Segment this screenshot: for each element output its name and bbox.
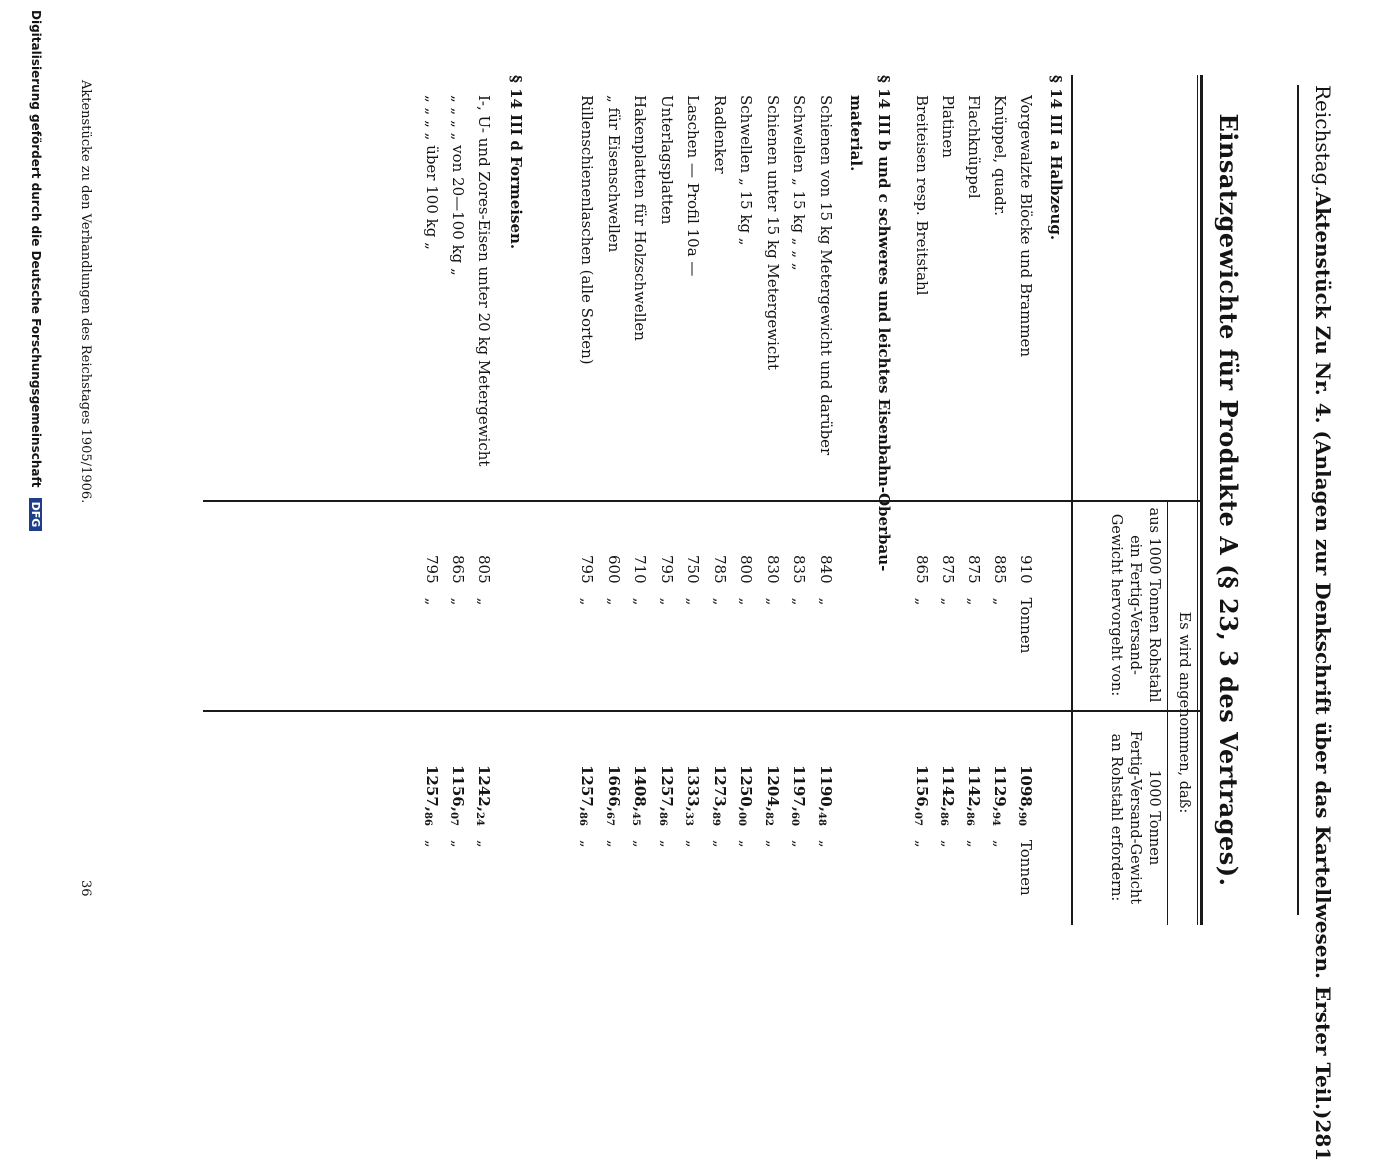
- row-label: Breiteisen resp. Breitstahl: [913, 95, 931, 296]
- credit-text: Digitalisierung gefördert durch die Deutsche Forschungsgemeinschaft: [29, 10, 43, 488]
- value-unit: „: [991, 839, 1009, 848]
- value-number: 795: [578, 555, 597, 584]
- finished-weight-value: [791, 555, 809, 605]
- value-unit: „: [475, 839, 493, 848]
- finished-weight-value: [632, 555, 650, 605]
- row-label: Flachknüppel: [965, 95, 983, 199]
- value-decimal: 67: [604, 811, 615, 826]
- value-number: 875: [939, 555, 957, 584]
- row-label: Knüppel, quadr.: [991, 95, 1009, 217]
- value-decimal: 60: [789, 811, 801, 826]
- value-unit: „: [475, 597, 493, 606]
- value-decimal: 90: [1016, 811, 1027, 826]
- finished-weight-value: [658, 555, 676, 605]
- value-decimal: 86: [657, 811, 668, 826]
- value-unit: „: [991, 597, 1009, 606]
- value-integer: 1190,: [817, 765, 835, 812]
- row-label: Schwellen „ 15 kg „ „ „: [790, 95, 809, 271]
- finished-weight-value: [579, 555, 597, 605]
- raw-steel-value: [764, 765, 782, 848]
- raw-steel-value: [817, 765, 835, 848]
- value-decimal: 86: [938, 811, 949, 826]
- value-unit: „: [631, 597, 650, 606]
- value-decimal: 48: [816, 811, 827, 826]
- finished-weight-value: [991, 555, 1009, 605]
- value-unit: „: [737, 597, 756, 606]
- value-integer: 1333,: [684, 765, 703, 812]
- section-heading-continued: material.: [847, 95, 865, 172]
- value-number: 795: [423, 555, 441, 584]
- value-number: 865: [449, 555, 467, 584]
- value-unit: „: [939, 839, 957, 848]
- value-unit: „: [790, 597, 809, 606]
- value-number: 805: [475, 555, 493, 584]
- group-header-rule: [1167, 500, 1168, 925]
- value-unit: „: [939, 597, 957, 606]
- value-unit: „: [578, 839, 597, 848]
- value-integer: 1156,: [449, 765, 467, 812]
- value-unit: „: [764, 597, 782, 606]
- value-integer: 1273,: [711, 765, 729, 812]
- row-label: „ für Eisenschwellen: [605, 95, 623, 253]
- row-label: Schwellen „ 15 kg „: [737, 95, 756, 246]
- value-unit: „: [737, 839, 756, 848]
- digitization-credit: [29, 10, 43, 531]
- value-unit: „: [711, 839, 729, 848]
- column-header-1: [1106, 500, 1163, 710]
- value-integer: 1242,: [475, 765, 493, 812]
- row-label: Schienen von 15 kg Metergewicht und darüber: [817, 95, 835, 456]
- value-number: 835: [790, 555, 809, 584]
- column-divider-1: [203, 500, 1203, 502]
- value-number: 885: [991, 555, 1009, 584]
- value-unit: „: [684, 839, 703, 848]
- running-header: [1311, 85, 1335, 1161]
- value-number: 750: [684, 555, 703, 584]
- value-unit: „: [605, 597, 623, 606]
- row-label: Laschen — Profil 10a —: [684, 95, 703, 277]
- col2-line1: 1000 Tonnen: [1146, 769, 1162, 866]
- raw-steel-value: [579, 765, 597, 848]
- raw-steel-value: [658, 765, 676, 848]
- raw-steel-value: [423, 765, 441, 848]
- value-unit: „: [449, 597, 467, 606]
- raw-steel-value: [711, 765, 729, 848]
- value-unit: „: [658, 839, 676, 848]
- page-title: Einsatzgewichte für Produkte A (§ 23, 3 des Vertrages).: [1214, 113, 1243, 887]
- value-integer: 1257,: [658, 765, 676, 812]
- value-decimal: 45: [630, 811, 642, 826]
- value-unit: „: [423, 839, 441, 848]
- raw-steel-value: [1017, 765, 1035, 896]
- value-unit: „: [913, 597, 931, 606]
- row-label: Radlenker: [711, 95, 729, 174]
- col1-line1: aus 1000 Tonnen Rohstahl: [1146, 507, 1162, 703]
- value-unit: „: [817, 597, 835, 606]
- value-number: 830: [764, 555, 782, 584]
- value-decimal: 86: [422, 811, 433, 826]
- value-unit: „: [913, 839, 931, 848]
- finished-weight-value: [605, 555, 623, 605]
- finished-weight-value: [913, 555, 931, 605]
- value-integer: 1142,: [939, 765, 957, 812]
- col1-line2: ein Fertig-Versand-: [1127, 535, 1143, 675]
- finished-weight-value: [965, 555, 983, 605]
- header-page-number: 281: [1311, 1119, 1335, 1161]
- value-unit: „: [684, 597, 703, 606]
- value-unit: „: [658, 597, 676, 606]
- raw-steel-value: [791, 765, 809, 848]
- section-heading: § 14 III a Halbzeug.: [1047, 75, 1065, 241]
- finished-weight-value: [475, 555, 493, 605]
- raw-steel-value: [913, 765, 931, 848]
- value-integer: 1250,: [737, 765, 756, 812]
- finished-weight-value: [939, 555, 957, 605]
- footer-page: 36: [78, 880, 93, 897]
- value-integer: 1156,: [913, 765, 931, 812]
- value-unit: „: [605, 839, 623, 848]
- row-label: Vorgewalzte Blöcke und Brammen: [1017, 95, 1035, 358]
- raw-steel-value: [632, 765, 650, 848]
- value-decimal: 94: [990, 811, 1001, 826]
- row-label: „ „ „ „ von 20—100 kg „: [449, 95, 467, 276]
- raw-steel-value: [939, 765, 957, 848]
- value-unit: „: [817, 839, 835, 848]
- value-number: 785: [711, 555, 729, 584]
- value-number: 840: [817, 555, 835, 584]
- value-decimal: 33: [683, 811, 695, 826]
- value-unit: „: [631, 839, 650, 848]
- column-header-2: [1106, 710, 1163, 925]
- row-label: Hakenplatten für Holzschwellen: [631, 95, 650, 341]
- value-decimal: 82: [763, 811, 774, 826]
- value-integer: 1197,: [790, 765, 809, 812]
- header-center: Aktenstück Zu Nr. 4. (Anlagen zur Denkschrift über das Kartellwesen. Erster Teil.): [1311, 191, 1335, 1120]
- section-heading: § 14 III d Formeisen.: [507, 75, 525, 250]
- value-decimal: 07: [912, 811, 923, 826]
- header-rule: [1297, 85, 1299, 915]
- value-integer: 1098,: [1017, 765, 1035, 812]
- row-label: „ „ „ „ über 100 kg „: [423, 95, 441, 250]
- value-decimal: 86: [964, 811, 975, 826]
- row-label: Unterlagsplatten: [658, 95, 676, 225]
- finished-weight-value: [738, 555, 756, 605]
- value-number: 910: [1017, 555, 1035, 584]
- value-integer: 1257,: [578, 765, 597, 812]
- value-number: 800: [737, 555, 756, 584]
- col2-line3: an Rohstahl erfordern:: [1108, 733, 1124, 902]
- finished-weight-value: [1017, 555, 1035, 653]
- value-unit: „: [711, 597, 729, 606]
- raw-steel-value: [965, 765, 983, 848]
- group-header: Es wird angenommen, daß:: [1176, 611, 1192, 814]
- col2-line2: Fertig-Versand-Gewicht: [1127, 730, 1143, 905]
- value-decimal: 24: [474, 811, 485, 826]
- raw-steel-value: [685, 765, 703, 848]
- finished-weight-value: [423, 555, 441, 605]
- value-unit: „: [764, 839, 782, 848]
- value-decimal: 86: [577, 811, 589, 826]
- raw-steel-value: [738, 765, 756, 848]
- value-integer: 1204,: [764, 765, 782, 812]
- row-label: Rillenschienenlaschen (alle Sorten): [578, 95, 597, 365]
- value-decimal: 00: [736, 811, 748, 826]
- section-heading: § 14 III b und c schweres und leichtes Eisenbahn-Oberbau-: [875, 75, 893, 572]
- finished-weight-value: [711, 555, 729, 605]
- value-unit: Tonnen: [1017, 597, 1035, 654]
- raw-steel-value: [449, 765, 467, 848]
- row-label: Schienen unter 15 kg Metergewicht: [764, 95, 782, 370]
- value-decimal: 89: [710, 811, 721, 826]
- finished-weight-value: [685, 555, 703, 605]
- finished-weight-value: [817, 555, 835, 605]
- finished-weight-value: [449, 555, 467, 605]
- column-divider-2: [203, 710, 1203, 712]
- value-integer: 1129,: [991, 765, 1009, 812]
- dfg-logo: DFG: [29, 498, 42, 532]
- value-unit: „: [449, 839, 467, 848]
- footer-source: Aktenstücke zu den Verhandlungen des Reichstages 1905/1906.: [78, 80, 93, 504]
- finished-weight-value: [764, 555, 782, 605]
- raw-steel-value: [991, 765, 1009, 848]
- value-unit: „: [790, 839, 809, 848]
- value-integer: 1408,: [631, 765, 650, 812]
- value-integer: 1142,: [965, 765, 983, 812]
- col1-line3: Gewicht hervorgeht von:: [1108, 513, 1124, 697]
- header-left: Reichstag.: [1311, 85, 1335, 192]
- value-unit: „: [423, 597, 441, 606]
- value-number: 600: [605, 555, 623, 584]
- value-number: 875: [965, 555, 983, 584]
- row-label: I-, U- und Zores-Eisen unter 20 kg Metergewicht: [475, 95, 493, 467]
- value-unit: „: [965, 839, 983, 848]
- value-decimal: 07: [448, 811, 459, 826]
- raw-steel-value: [475, 765, 493, 848]
- value-unit: „: [578, 597, 597, 606]
- value-unit: „: [965, 597, 983, 606]
- value-integer: 1666,: [605, 765, 623, 812]
- raw-steel-value: [605, 765, 623, 848]
- value-number: 865: [913, 555, 931, 584]
- value-integer: 1257,: [423, 765, 441, 812]
- value-unit: Tonnen: [1017, 839, 1035, 896]
- value-number: 710: [631, 555, 650, 584]
- row-label: Platinen: [939, 95, 957, 158]
- value-number: 795: [658, 555, 676, 584]
